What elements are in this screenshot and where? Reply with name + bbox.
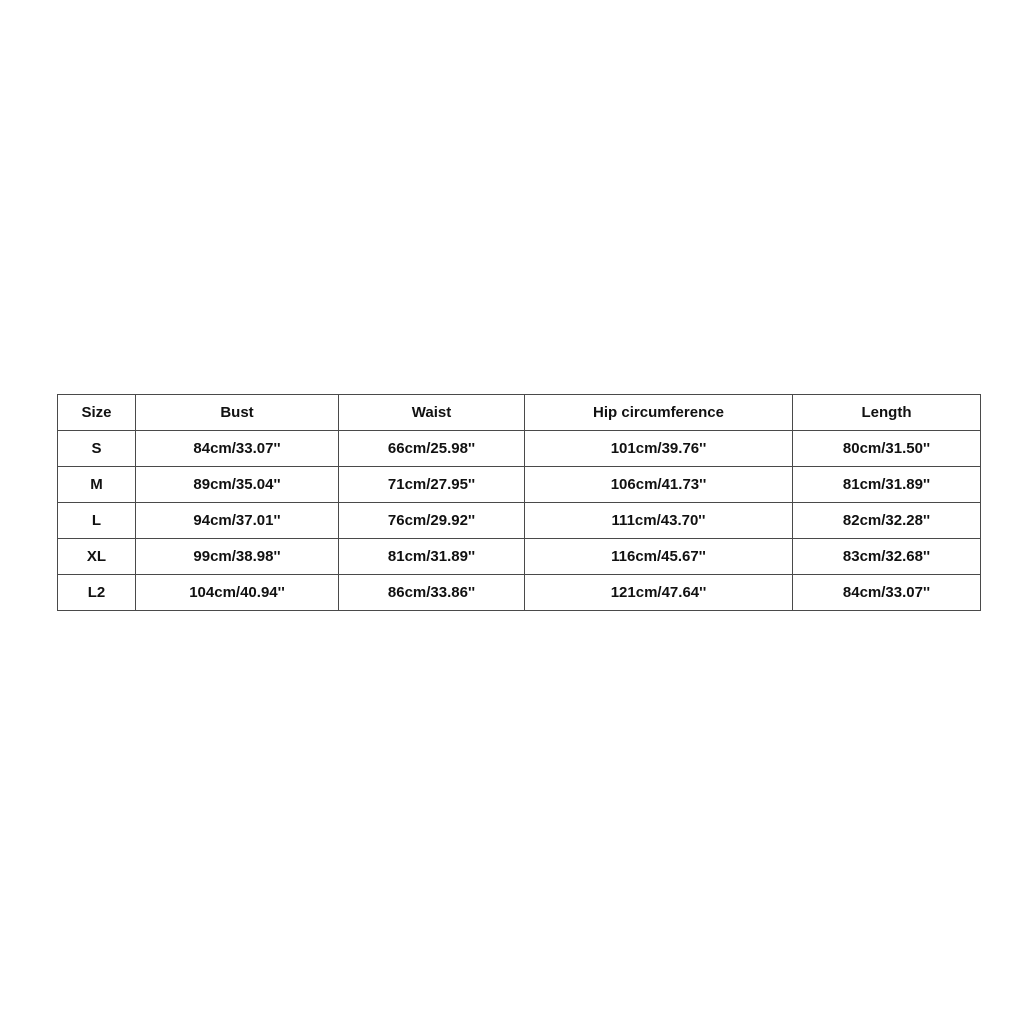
size-chart-table (57, 394, 981, 611)
size-cell: L2 (58, 575, 136, 611)
column-header-bust: Bust (136, 395, 339, 431)
length-cell: 81cm/31.89'' (793, 467, 981, 503)
length-cell: 83cm/32.68'' (793, 539, 981, 575)
table-row (58, 431, 981, 467)
bust-cell: 89cm/35.04'' (136, 467, 339, 503)
hip-cell: 116cm/45.67'' (525, 539, 793, 575)
bust-cell: 94cm/37.01'' (136, 503, 339, 539)
length-cell: 82cm/32.28'' (793, 503, 981, 539)
column-header-length: Length (793, 395, 981, 431)
waist-cell: 76cm/29.92'' (339, 503, 525, 539)
bust-cell: 104cm/40.94'' (136, 575, 339, 611)
table-row (58, 467, 981, 503)
table-row (58, 539, 981, 575)
length-cell: 80cm/31.50'' (793, 431, 981, 467)
waist-cell: 66cm/25.98'' (339, 431, 525, 467)
bust-cell: 84cm/33.07'' (136, 431, 339, 467)
waist-cell: 81cm/31.89'' (339, 539, 525, 575)
column-header-size: Size (58, 395, 136, 431)
waist-cell: 71cm/27.95'' (339, 467, 525, 503)
hip-cell: 101cm/39.76'' (525, 431, 793, 467)
bust-cell: 99cm/38.98'' (136, 539, 339, 575)
table-row (58, 575, 981, 611)
column-header-hip-circumference: Hip circumference (525, 395, 793, 431)
size-cell: XL (58, 539, 136, 575)
size-cell: M (58, 467, 136, 503)
size-cell: L (58, 503, 136, 539)
hip-cell: 121cm/47.64'' (525, 575, 793, 611)
header-row (58, 395, 981, 431)
hip-cell: 111cm/43.70'' (525, 503, 793, 539)
hip-cell: 106cm/41.73'' (525, 467, 793, 503)
column-header-waist: Waist (339, 395, 525, 431)
length-cell: 84cm/33.07'' (793, 575, 981, 611)
size-cell: S (58, 431, 136, 467)
table-row (58, 503, 981, 539)
waist-cell: 86cm/33.86'' (339, 575, 525, 611)
